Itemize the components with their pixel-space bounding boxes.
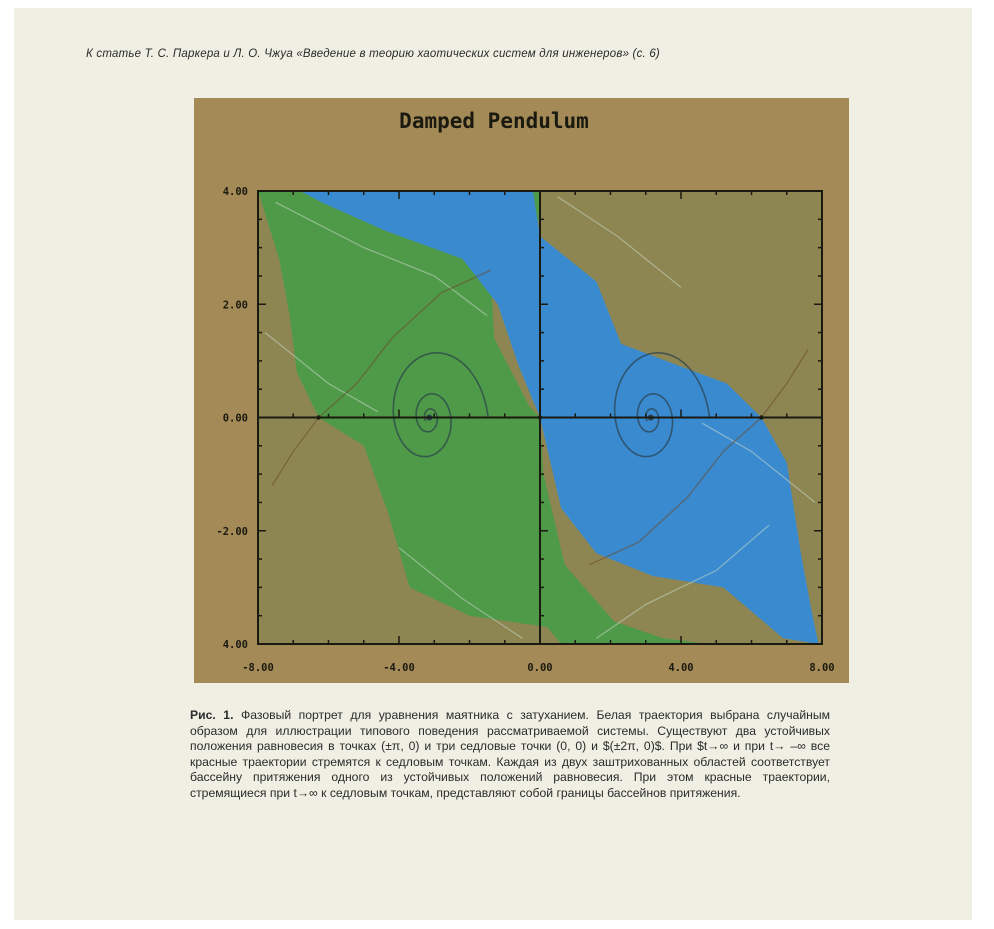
caption-text: Фазовый портрет для уравнения маятника с затуханием. Белая траектория выбрана случайным образом для иллюстрации типового поведения рассматриваемой системы. Существуют два устойчивых положения равновесия в точках (±π, 0) и три седловые точки (0, 0) и $(±2π, 0)$. При $t→∞ и при t→ –∞ все красные траектории стремятся к седловым точкам. Каждая из двух заштрихованных областей соответствует бассейну притяжения одного из устойчивых положений равновесия. При этом красные траектории, стремящиеся при t→∞ к седловым точкам, представляют собой границы бассейнов притяжения. (190, 708, 831, 800)
chart-title: Damped Pendulum (399, 109, 589, 133)
y-tick-label: 4.00 (222, 639, 248, 651)
chart-svg (194, 98, 849, 683)
figure-caption (190, 708, 830, 802)
phase-portrait-figure (194, 98, 849, 683)
y-tick-label: -2.00 (216, 525, 248, 538)
x-tick-label: -8.00 (242, 662, 274, 674)
y-tick-label: 4.00 (222, 186, 248, 198)
page-header: К статье Т. С. Паркера и Л. О. Чжуа «Введение в теорию хаотических систем для инженеров» (с. 6) (86, 48, 660, 60)
x-tick-label: 0.00 (527, 662, 553, 674)
caption-label: Рис. 1. (190, 708, 234, 722)
x-tick-label: -4.00 (383, 662, 415, 674)
y-tick-label: 2.00 (222, 299, 248, 312)
x-tick-label: 4.00 (668, 662, 694, 674)
book-page (14, 8, 972, 920)
x-tick-label: 8.00 (809, 662, 835, 674)
y-tick-label: 0.00 (222, 412, 248, 425)
